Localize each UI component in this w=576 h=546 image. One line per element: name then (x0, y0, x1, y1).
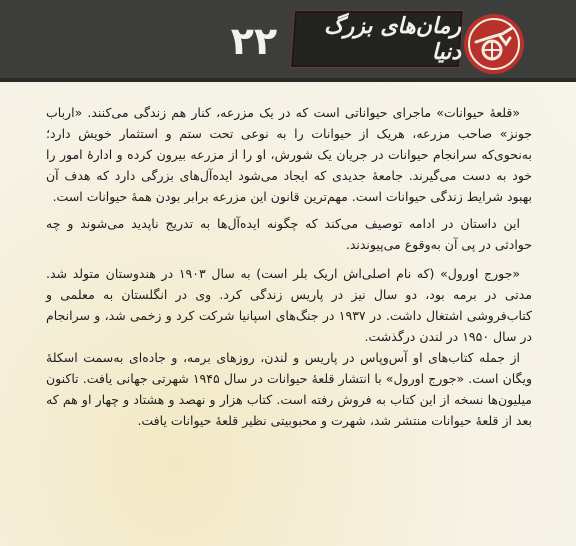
paragraph-author-bio: «جورج اورول» (که نام اصلی‌اش اریک بلر است) به سال ۱۹۰۳ در هندوستان متولد شد. مدتی در برمه بود، دو سال نیز در پاریس زندگی کرد. وی در انگلستان به معلمی و کتاب‌فروشی اشتغال داشت. در ۱۹۳۷ در جنگ‌های اسپانیا شرکت کرد و زخمی شد، و سرانجام در سال ۱۹۵۰ در لندن درگذشت. (46, 266, 533, 344)
page-number: ۲۲ (230, 19, 278, 63)
book-series-title-box (290, 10, 464, 68)
paragraph-author-works: از جمله کتاب‌های او آس‌وپاس در پاریس و لندن، روزهای برمه، و جاده‌ای به‌سمت اسکلهٔ ویگان است. «جورج اورول» با انتشار قلعهٔ حیوانات در سال ۱۹۴۵ شهرتی جهانی یافت. تاکنون میلیون‌ها نسخه از این کتاب به فروش رفته است. کتاب هزار و نهصد و هشتاد و چهار او هم که بعد از قلعهٔ حیوانات منتشر شد، شهرت و محبوبیتی نظیر قلعهٔ حیوانات یافت. (46, 350, 532, 428)
body-text (46, 102, 532, 431)
chariot-logo-icon (462, 12, 526, 76)
book-series-title: رمان‌های بزرگ دنیا (323, 13, 461, 65)
header-divider (0, 78, 576, 82)
paragraph-synopsis: «قلعهٔ حیوانات» ماجرای حیواناتی است که در یک مزرعه، کنار هم زندگی می‌کنند. «ارباب جونز» صاحب مزرعه، هریک از حیوانات را به نوعی تحت ستم و استثمار خویش دارد؛ به‌نحوی‌که سرانجام حیوانات در جریان یک شورش، او را از مزرعه بیرون کرده و ادارهٔ امور را خود به دست می‌گیرند. جامعهٔ جدیدی که ایجاد می‌شود ایده‌آل‌های بزرگی دارد که هدف آن بهبود شرایط زندگی حیوانات است. مهم‌ترین قانون این مزرعه برابر بودن همهٔ حیوانات است. (46, 105, 532, 204)
paragraph-story-continuation: این داستان در ادامه توصیف می‌کند که چگونه ایده‌آل‌ها به تدریج ناپدید می‌شوند و چه حوادثی در پی آن به‌وقوع می‌پیوندند. (46, 216, 532, 252)
